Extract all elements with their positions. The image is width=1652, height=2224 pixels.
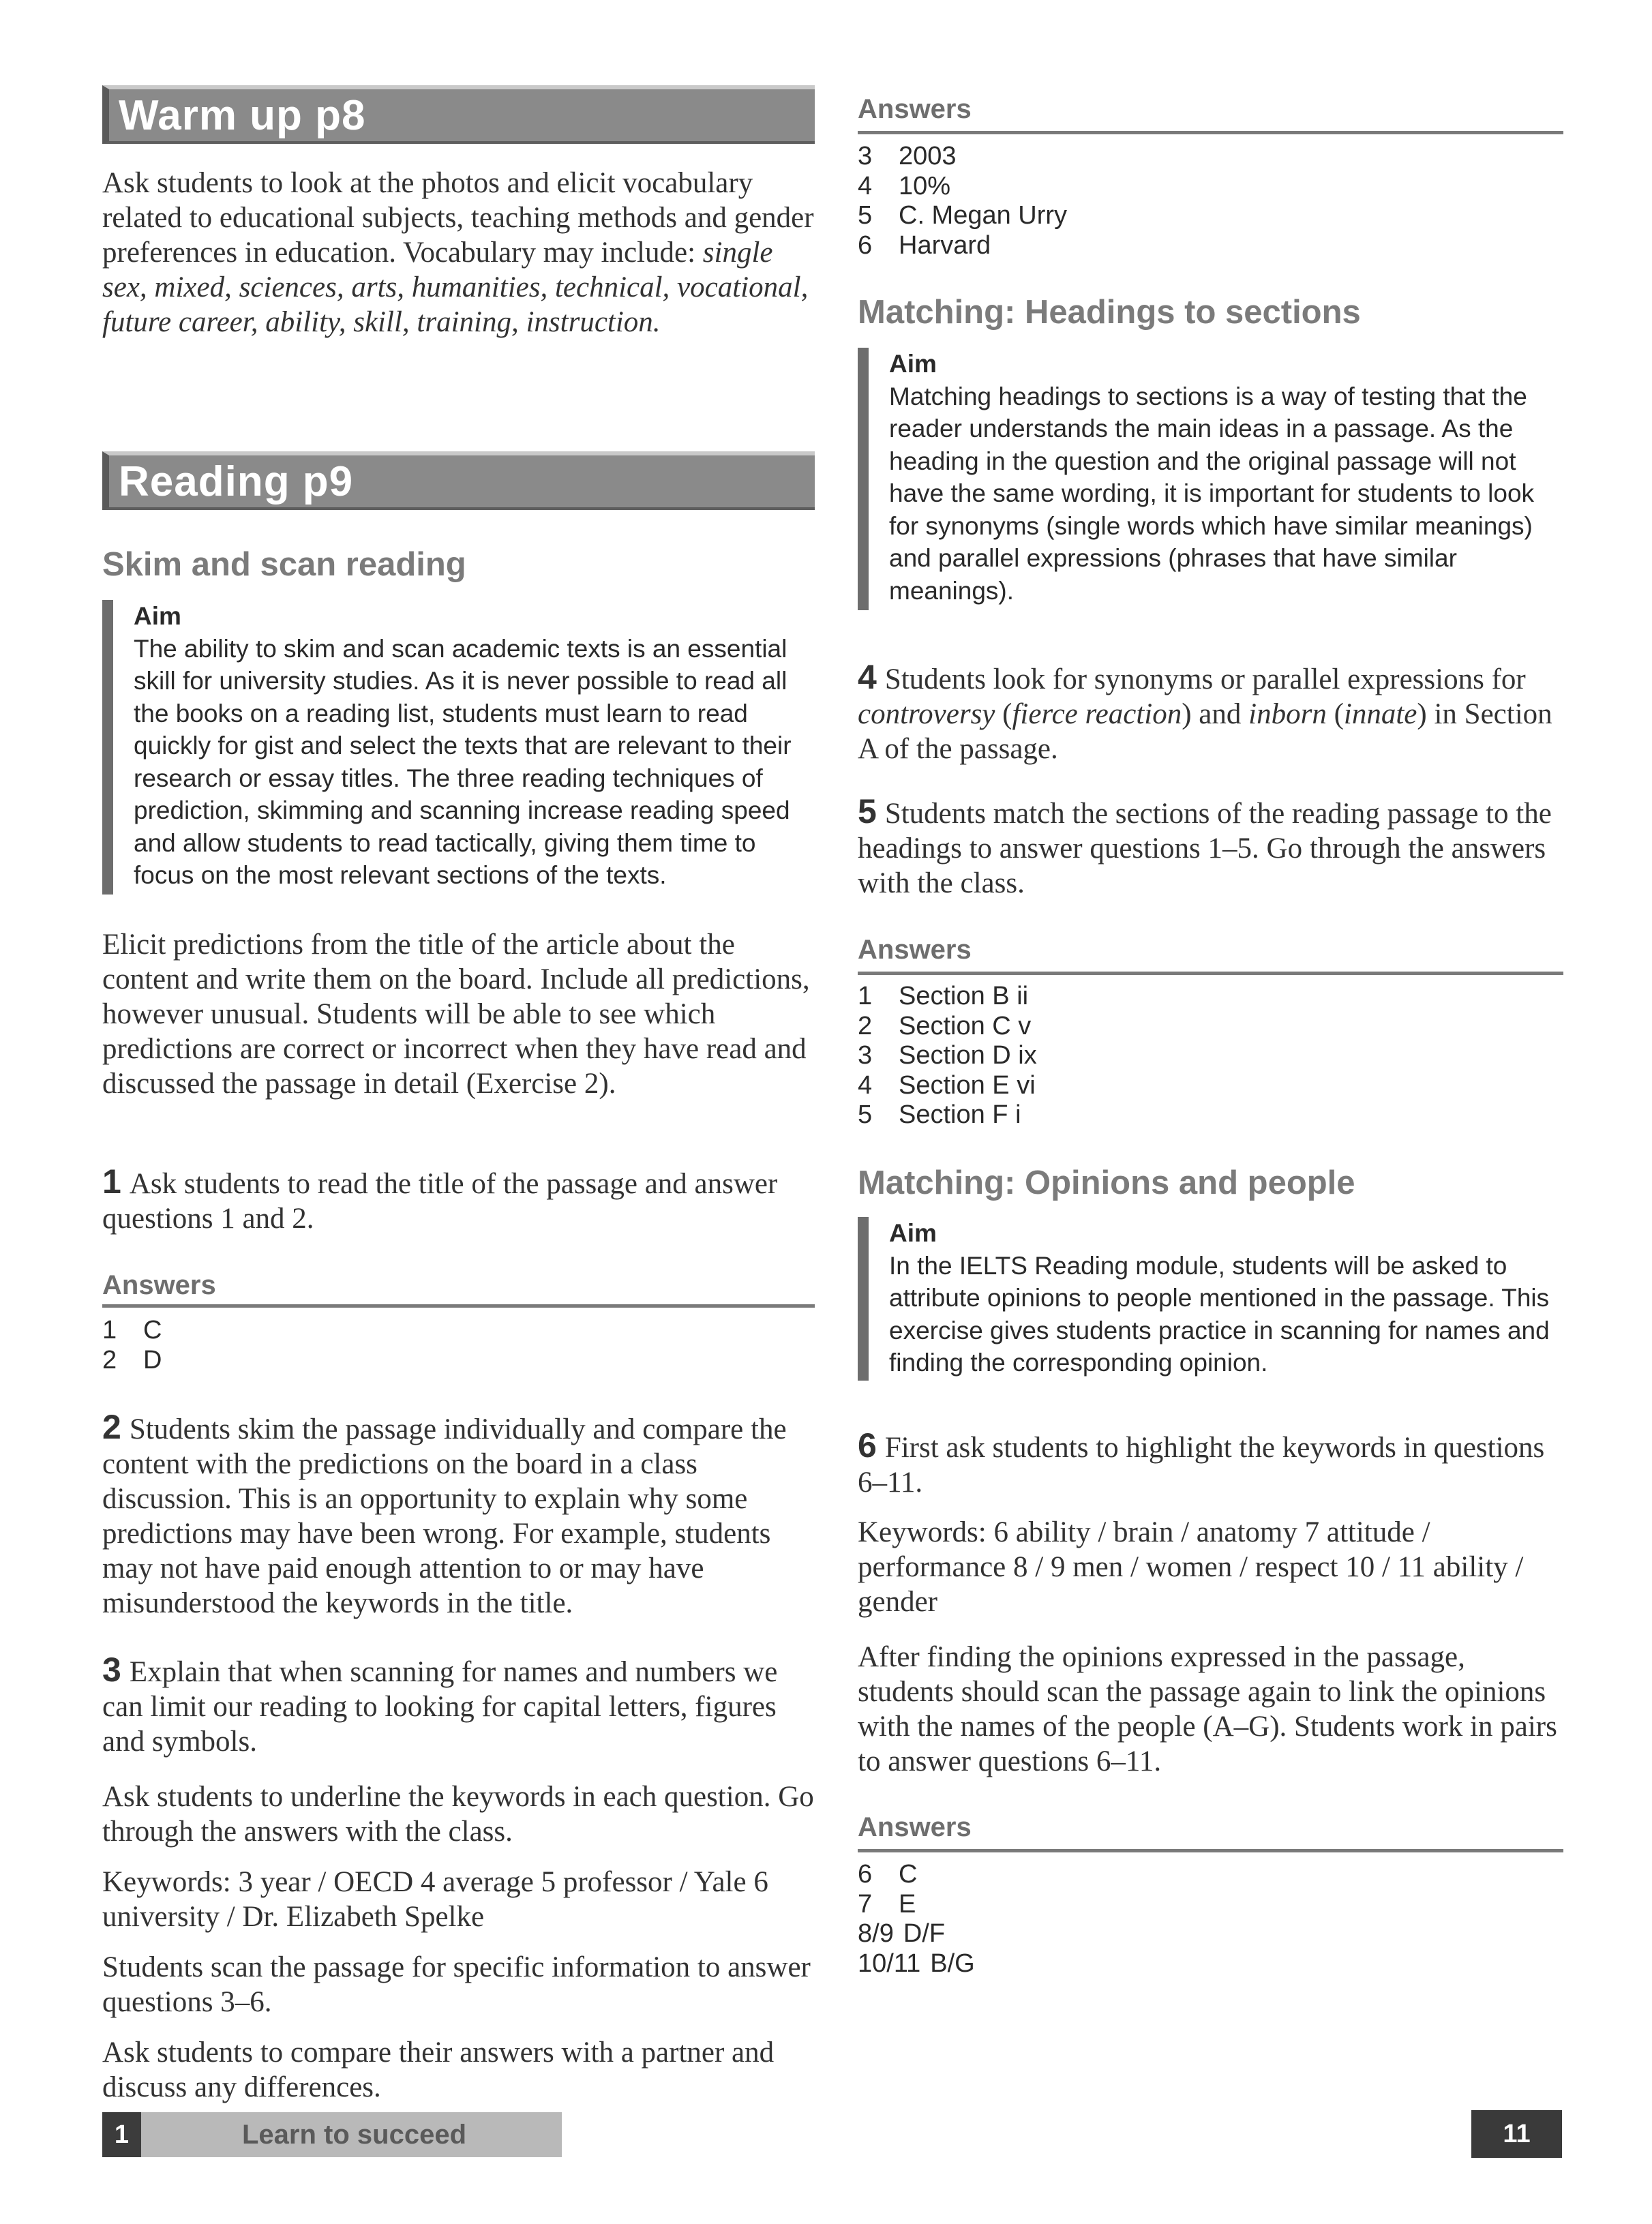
answer-value: D (143, 1345, 162, 1374)
answer-number: 2 (102, 1345, 117, 1374)
underline-instruction (102, 1779, 815, 1849)
aim-title: Aim (889, 1219, 937, 1247)
list-item (858, 231, 1067, 261)
exercise-1-number: 1 (102, 1162, 121, 1201)
answer-value: C (899, 1860, 918, 1889)
exercise-4-text-end: ) in Section A of the passage. (858, 698, 1552, 765)
answer-value: D/F (903, 1919, 946, 1948)
answer-number: 8/9 (858, 1919, 894, 1948)
answer-value: 10% (899, 171, 951, 200)
answers-list-2 (858, 142, 1067, 260)
list-item (858, 1860, 975, 1890)
answers-label-1: Answers (102, 1270, 216, 1300)
warmup-banner (102, 85, 815, 144)
answer-value: Harvard (899, 230, 991, 260)
list-item (858, 1949, 975, 1979)
answer-number: 2 (858, 1011, 873, 1040)
aim-bar (858, 348, 869, 610)
term-fierce-reaction: fierce reaction (1012, 698, 1182, 730)
skim-scan-aim-box (102, 600, 815, 895)
answers-list-4 (858, 1860, 975, 1979)
answer-value: Section E vi (899, 1070, 1036, 1100)
predictions-text (102, 927, 815, 1101)
answers-rule-1 (102, 1304, 815, 1308)
answer-value: Section B ii (899, 982, 1029, 1010)
exercise-4-text: Students look for synonyms or parallel expressions for (884, 663, 1526, 695)
compare-instruction (102, 2035, 815, 2105)
answer-value: C (143, 1316, 162, 1344)
predictions-paragraph: Elicit predictions from the title of the article about the content and write them on the board. Include all predictions, however unusual. Students will be able to see which predictions are correct or incorrect when they have read and discussed the passage in detail (Exercise 2). (102, 929, 810, 1100)
exercise-3-text: Explain that when scanning for names and numbers we can limit our reading to looking for capital letters, figures and symbols. (102, 1656, 778, 1758)
warmup-vocabulary: single sex, mixed, sciences, arts, humanities, technical, vocational, future career, ability, skill, training, instruction. (102, 237, 809, 338)
list-item (858, 1919, 975, 1949)
exercise-1 (102, 1164, 815, 1236)
answer-number: 1 (102, 1316, 117, 1344)
aim-text: The ability to skim and scan academic texts is an essential skill for university studies. As it is never possible to read all the books on a reading list, students must learn to read quickly for gist and select the texts that are relevant to their research or essay titles. The three reading techniques of prediction, skimming and scanning increase reading speed and allow students to read tactically, giving them time to focus on the most relevant sections of the texts. (134, 634, 792, 889)
text-and: ) and (1182, 698, 1249, 730)
list-item (858, 1100, 1037, 1130)
answer-value: Section C v (899, 1011, 1032, 1040)
list-item (858, 1890, 975, 1920)
page-number: 11 (1471, 2110, 1562, 2158)
list-item (858, 172, 1067, 202)
aim-title: Aim (889, 350, 937, 378)
exercise-4 (858, 660, 1563, 766)
warmup-text (102, 166, 815, 340)
skim-scan-heading: Skim and scan reading (102, 546, 466, 583)
paren: ( (1326, 698, 1344, 730)
answer-number: 5 (858, 1100, 873, 1129)
answers-label-4: Answers (858, 1812, 972, 1842)
warmup-text-plain: Ask students to look at the photos and elicit vocabulary related to educational subjects, teaching methods and gender preferences in education. Vocabulary may include: (102, 167, 814, 269)
headings-to-sections-heading: Matching: Headings to sections (858, 294, 1361, 331)
exercise-3-number: 3 (102, 1651, 121, 1689)
aim-text: In the IELTS Reading module, students will be asked to attribute opinions to people mentioned in the passage. This exercise gives students practice in scanning for names and finding the corresponding opinion. (889, 1251, 1550, 1377)
aim-title: Aim (134, 602, 181, 630)
opinions-people-heading: Matching: Opinions and people (858, 1164, 1355, 1201)
term-innate: innate (1343, 698, 1417, 730)
answer-number: 4 (858, 1070, 873, 1100)
term-controversy: controversy (858, 698, 995, 730)
answer-number: 10/11 (858, 1949, 921, 1978)
exercise-5-number: 5 (858, 792, 877, 830)
list-item (858, 982, 1037, 1012)
answer-number: 3 (858, 1041, 873, 1070)
warmup-title: Warm up p8 (119, 92, 366, 139)
compare-paragraph: Ask students to compare their answers with a partner and discuss any differences. (102, 2037, 775, 2103)
underline-paragraph: Ask students to underline the keywords in each question. Go through the answers with the class. (102, 1781, 814, 1848)
answer-value: 2003 (899, 142, 957, 170)
answer-number: 5 (858, 201, 873, 230)
reading-title: Reading p9 (119, 458, 354, 505)
answers-label-2: Answers (858, 94, 972, 124)
unit-number-badge: 1 (102, 2112, 141, 2157)
answer-value: E (899, 1889, 916, 1919)
answers-rule-4 (858, 1849, 1563, 1852)
list-item (102, 1346, 162, 1376)
headings-aim-box (858, 348, 1563, 610)
answer-number: 7 (858, 1889, 873, 1919)
after-finding-text (858, 1640, 1563, 1779)
answers-label-3: Answers (858, 935, 972, 965)
exercise-5 (858, 794, 1563, 901)
list-item (858, 1071, 1037, 1101)
answer-value: Section D ix (899, 1041, 1037, 1070)
exercise-2-number: 2 (102, 1408, 121, 1446)
exercise-6-number: 6 (858, 1426, 877, 1464)
list-item (858, 142, 1067, 172)
unit-title: Learn to succeed (242, 2120, 467, 2150)
exercise-1-text: Ask students to read the title of the passage and answer questions 1 and 2. (102, 1168, 778, 1235)
exercise-3 (102, 1653, 815, 1759)
list-item (102, 1316, 162, 1346)
keywords-paragraph: Keywords: 6 ability / brain / anatomy 7 attitude / performance 8 / 9 men / women / respect 10 / 11 ability / gender (858, 1516, 1524, 1618)
keywords-paragraph: Keywords: 3 year / OECD 4 average 5 professor / Yale 6 university / Dr. Elizabeth Spelke (102, 1866, 768, 1933)
answers-rule-3 (858, 972, 1563, 975)
aim-bar (858, 1217, 869, 1381)
aim-bar (102, 600, 113, 895)
answers-rule-2 (858, 131, 1563, 134)
answers-list-1 (102, 1316, 162, 1375)
opinions-aim-box (858, 1217, 1563, 1381)
exercise-2 (102, 1410, 815, 1621)
exercise-5-text: Students match the sections of the reading passage to the headings to answer questions 1–5. Go through the answers with the class. (858, 798, 1552, 899)
scan-instruction (102, 1950, 815, 2019)
paren: ( (995, 698, 1012, 730)
exercise-6 (858, 1428, 1563, 1500)
answer-number: 1 (858, 982, 873, 1010)
answer-value: Section F i (899, 1100, 1021, 1129)
keywords-6-11 (858, 1515, 1563, 1619)
list-item (858, 1012, 1037, 1042)
answer-value: C. Megan Urry (899, 201, 1068, 230)
list-item (858, 201, 1067, 231)
answer-number: 3 (858, 142, 873, 170)
exercise-2-text: Students skim the passage individually and compare the content with the predictions on the board in a class discussion. This is an opportunity to explain why some predictions may have been wrong. For example, students may not have paid enough attention to or may have misunderstood the keywords in the title. (102, 1413, 787, 1619)
scan-paragraph: Students scan the passage for specific information to answer questions 3–6. (102, 1951, 811, 2018)
answer-value: B/G (930, 1949, 975, 1978)
aim-text: Matching headings to sections is a way of testing that the reader understands the main ideas in a passage. As the heading in the question and the original passage will not have the same wording, it is important for students to look for synonyms (single words which have similar meanings) and parallel expressions (phrases that have similar meanings). (889, 382, 1535, 605)
exercise-6-text: First ask students to highlight the keywords in questions 6–11. (858, 1432, 1545, 1499)
unit-title-bar (141, 2112, 562, 2157)
answer-number: 4 (858, 171, 873, 200)
list-item (858, 1041, 1037, 1071)
keywords-3-6 (102, 1865, 815, 1934)
answers-list-3 (858, 982, 1037, 1130)
term-inborn: inborn (1248, 698, 1327, 730)
exercise-4-number: 4 (858, 658, 877, 696)
after-finding-paragraph: After finding the opinions expressed in the passage, students should scan the passage again to link the opinions with the names of the people (A–G). Students work in pairs to answer questions 6–11. (858, 1641, 1557, 1777)
answer-number: 6 (858, 230, 873, 260)
answer-number: 6 (858, 1860, 873, 1889)
reading-banner (102, 451, 815, 510)
